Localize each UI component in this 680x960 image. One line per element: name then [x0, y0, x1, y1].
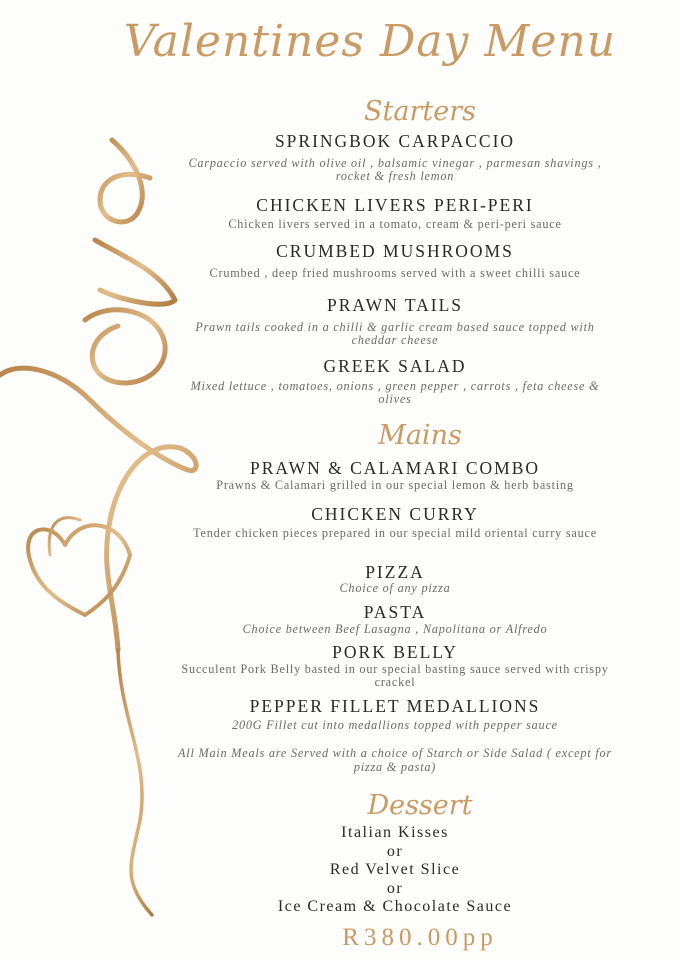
item-name: PEPPER FILLET MEDALLIONS	[249, 696, 541, 716]
item-name: GREEK SALAD	[323, 356, 467, 376]
item-description: Carpaccio served with olive oil , balsamic vinegar , parmesan shavings , rocket & fresh lemon	[188, 156, 602, 183]
main-item	[175, 696, 615, 732]
main-item	[175, 562, 615, 595]
item-description: Choice between Beef Lasagna , Napolitana or Alfredo	[242, 622, 548, 636]
dessert-option: Red Velvet Slice	[329, 861, 461, 878]
item-description: Succulent Pork Belly basted in our special basting sauce served with crispy crackel	[181, 662, 609, 689]
main-item	[175, 602, 615, 636]
item-name: CRUMBED MUSHROOMS	[276, 241, 514, 261]
starter-item	[175, 241, 615, 280]
mains-heading: Mains	[378, 420, 462, 451]
item-name: PRAWN TAILS	[326, 295, 464, 315]
starters-heading: Starters	[364, 96, 476, 127]
item-description: Prawns & Calamari grilled in our special lemon & herb basting	[216, 478, 574, 492]
dessert-separator: or	[386, 843, 404, 860]
dessert-option: Italian Kisses	[341, 824, 449, 841]
item-description: Tender chicken pieces prepared in our special mild oriental curry sauce	[193, 526, 597, 540]
main-item	[175, 504, 615, 540]
starter-item	[175, 131, 615, 183]
item-description: Crumbed , deep fried mushrooms served with a sweet chilli sauce	[209, 266, 581, 280]
price: R380.00pp	[342, 924, 498, 951]
menu-title: Valentines Day Menu	[123, 16, 617, 67]
mains-note: All Main Meals are Served with a choice of Starch or Side Salad ( except for pizza & pasta)	[178, 746, 612, 774]
dessert-option: Ice Cream & Chocolate Sauce	[277, 898, 513, 915]
item-name: PASTA	[363, 602, 427, 622]
starter-item	[175, 356, 615, 406]
main-item	[175, 458, 615, 492]
starter-item	[175, 195, 615, 231]
item-description: Choice of any pizza	[339, 581, 451, 595]
dessert-heading: Dessert	[367, 790, 473, 821]
item-name: SPRINGBOK CARPACCIO	[274, 131, 516, 151]
item-description: Prawn tails cooked in a chilli & garlic cream based sauce topped with cheddar cheese	[195, 320, 595, 347]
item-description: 200G Fillet cut into medallions topped with pepper sauce	[232, 718, 558, 732]
dessert-separator: or	[386, 880, 404, 897]
item-description: Chicken livers served in a tomato, cream & peri-peri sauce	[228, 217, 562, 231]
starter-item	[175, 295, 615, 347]
item-name: PRAWN & CALAMARI COMBO	[249, 458, 541, 478]
item-name: PORK BELLY	[332, 642, 458, 662]
item-name: PIZZA	[365, 562, 425, 582]
item-name: CHICKEN LIVERS PERI-PERI	[256, 195, 534, 215]
item-name: CHICKEN CURRY	[311, 504, 479, 524]
item-description: Mixed lettuce , tomatoes, onions , green pepper , carrots , feta cheese & olives	[190, 379, 600, 406]
main-item	[175, 642, 615, 689]
